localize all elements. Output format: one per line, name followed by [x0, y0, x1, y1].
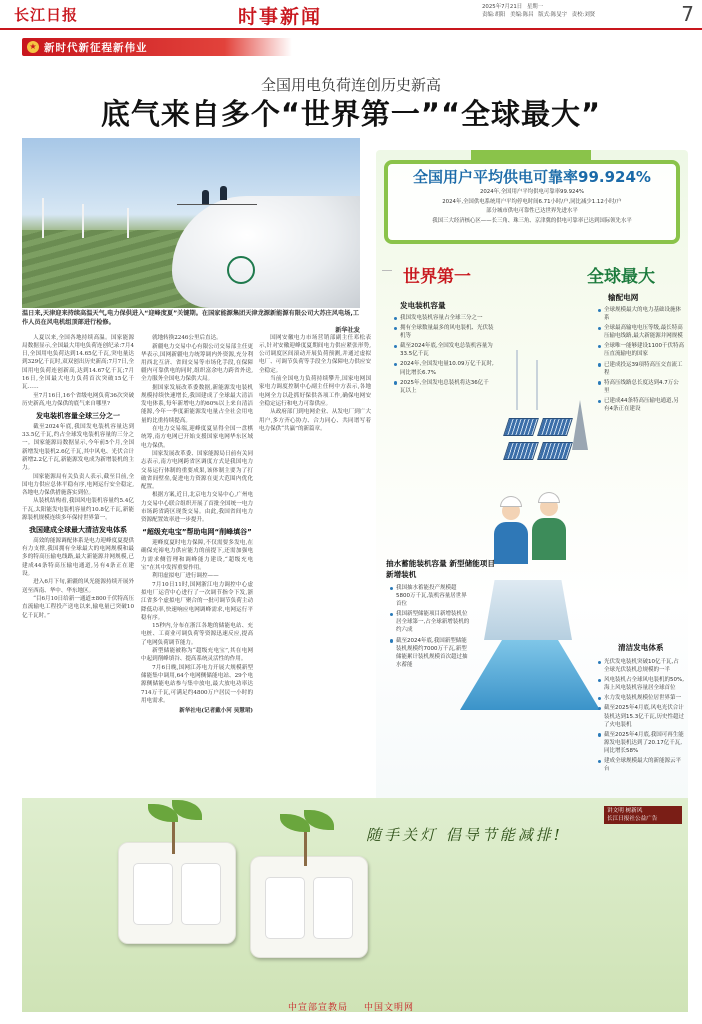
capacity-list: [394, 314, 494, 397]
issue-meta: [482, 3, 678, 19]
subhead: 我国建成全球最大清洁发电体系: [29, 525, 127, 534]
subhead: 发电装机容量全球三分之一: [36, 411, 120, 420]
paragraph: 国家发展改革委、国家能源局日前有关同志表示,南方电网跨省区调度方式是我国电力交易运行体制的重要成果,该体制主要为了打破省间壁垒,促进电力资源在更大范围内优化配置。: [141, 451, 253, 490]
worker: [202, 190, 209, 204]
issue-date: 2025年7月21日: [482, 4, 523, 10]
paragraph: 迎峰度夏时电力保障,不仅需要多发电,在确保充裕电力供应能力的前提下,还需加强电力需求侧管理和调峰能力建设,“超级充电宝”在其中发挥重要作用。: [141, 540, 253, 571]
storage-title: 抽水蓄能装机容量 新型储能项目新增装机: [386, 559, 495, 579]
list-item: 特高压线路总长度达到4.7万公里: [598, 379, 684, 395]
infographic-summary: [386, 188, 678, 226]
list-item: 全球最高输电电压等级,最长特高压输电线路,最大新能源并网规模: [598, 324, 684, 340]
list-item: 已建成44条特高压输电通道,另有4条正在建设: [598, 397, 684, 413]
summary-line: 部分城市供电可靠性已达世界先进水平: [486, 208, 578, 214]
paragraph: 高效的能源调配体系是电力迎峰度夏提供有力支撑,我国拥有全球最大的电网规模和最多的特高压输电线路,最大新能源并网规模,已建成44条特高压输电通道,另有4条正在建设。: [22, 538, 134, 577]
clean-power-list: [598, 658, 684, 775]
paragraph: 人夏以来,全国各地持续高温。国家能源局数据显示,全国最大用电负荷连创纪录:7月4日,全国用电负荷达到14.65亿千瓦,突电量达到329亿千瓦时,双双创出历史新高;7月7日,全国用电负荷连创新高,达到14.67亿千瓦;7月16日,全国最大电力负荷首次突破15亿千瓦……: [22, 335, 134, 390]
column-banner: [22, 38, 292, 56]
paragraph: 7月10日11时,国网浙江电力调控中心虚拟电厂运营中心进行了一次调节指令下发,浙江省多个虚拟电厂聚合的一批可调节负荷主动降低功率,快速响应电网调峰需求,电网运行平稳有序。: [141, 582, 253, 621]
editor: 责编:胡阳: [482, 12, 506, 18]
list-item: 2025年,全国发电总装机将达36亿千瓦以上: [394, 379, 494, 395]
switch-key: [181, 863, 221, 925]
infographic-title: 全国用户平均供电可靠率99.924%: [413, 168, 651, 186]
paragraph: 进入6月下旬,新疆的风光能源持续开展外送至西南、华中、华东地区。: [22, 579, 134, 594]
switch-key: [265, 877, 305, 939]
paragraph: 国家能源局有关负责人表示,截至目前,全国电力供应总体平稳有序,电网运行安全稳定,各地电力保供措施落实到位。: [22, 473, 134, 496]
solar-panel: [537, 418, 573, 436]
ad-sponsor: 中国文明网: [363, 1003, 414, 1013]
ad-badge-line: 讲文明 树新风: [607, 808, 643, 814]
global-largest-banner: 全球最大: [587, 267, 655, 287]
hard-hat-icon: [500, 496, 522, 507]
distant-turbine: [127, 208, 129, 238]
ad-sponsor: 中宣部宣教局: [288, 1003, 349, 1013]
ad-footer: [0, 1000, 702, 1013]
list-item: 全球唯一能够建设1100千伏特高压直流输电的国家: [598, 342, 684, 358]
newspaper-logo: 长江日报: [14, 6, 79, 24]
list-item: 2024年,全国发电量10.09万亿千瓦时,同比增长6.7%: [394, 360, 494, 376]
list-item: 我国新型储能项目新增装机位居全球第一,占全球新增装机的约六成: [390, 610, 470, 634]
wind-turbine: [536, 360, 538, 410]
solar-panel: [503, 418, 539, 436]
paragraph: 利用虚拟电厂进行调控——: [152, 573, 219, 580]
world-first-banner: 世界第一: [403, 267, 471, 287]
list-item: 拥有全球数量最多的风电装机、光伏装机等: [394, 324, 494, 340]
engineer-figure: [494, 522, 528, 564]
column-banner-label: 新时代新征程新伟业: [44, 42, 148, 54]
format-editor: 版式:陈旻宇: [538, 12, 567, 18]
switch-key: [313, 877, 353, 939]
light-switch: [118, 842, 236, 944]
list-item: 截至2024年底,全国发电总装机容量为33.5亿千瓦: [394, 342, 494, 358]
paragraph: 从政府部门到电网企业、从发电厂到广大用户,多方齐心协力、合力同心、共同谱写着电力保供“共赢”的新篇章。: [259, 409, 371, 432]
tree-trunk: [304, 826, 307, 866]
list-item: 水力发电装机规模位居世界第一: [598, 694, 684, 702]
solar-panel: [537, 442, 573, 460]
turbine-nacelle: [172, 196, 360, 308]
list-item: 光伏发电装机突破10亿千瓦,占全球光伏装机总规模的一半: [598, 658, 684, 674]
paragraph: 在电力交易端,迎峰度夏显得全国一盘棋统筹,南方电网已开始支援国家电网华东区域电力保供。: [141, 426, 253, 449]
list-item: 全球规模最大的电力基础设施体系: [598, 306, 684, 322]
list-item: 建成全球规模最大的新能源云平台: [598, 757, 684, 773]
hard-hat-icon: [538, 492, 560, 503]
light-switch: [250, 856, 368, 958]
paragraph: 至7月16日,16个省级电网负荷36次突破历史新高,电力保供的底气来自哪里?: [22, 392, 134, 407]
divider: [382, 270, 392, 271]
wind-turbine: [516, 350, 518, 410]
paragraph: 就地转换2246公里后直达。: [152, 335, 222, 341]
paragraph: 新疆电力交易中心有限公司交易部主任更华表示,国网新疆电力统筹调内外资源,充分利用西北互济、省间交易等市场化手段,在保障疆内可靠供电的同时,组织富余电力跨省外送,全力服务全国电力保供大局。: [141, 343, 253, 383]
worker: [220, 186, 227, 200]
list-item: 截至2024年底,我国新型储能装机规模约7000万千瓦,新型储能累计装机规模首次超过抽水蓄能: [390, 637, 470, 669]
subhead: “超级充电宝”帮助电网“削峰填谷”: [142, 528, 252, 537]
solar-panel: [503, 442, 539, 460]
page-number: 7: [681, 2, 694, 26]
summary-line: 我国三大经济核心区——长三角、珠三角、京津冀的供电可靠率已达到国际领先水平: [432, 217, 632, 224]
paragraph: 据国家发展改革委数据,新能源发电装机规模持续快速增长,我国建成了全球最大清洁发电体系,每年新增电力的60%以上来自清洁能源,今年一季度新能源发电量占全社会用电量的比重持续提高。: [141, 384, 253, 424]
party-emblem-icon: ★: [27, 41, 39, 53]
photo-credit: 新华社发: [335, 327, 360, 335]
company-logo-icon: [227, 256, 255, 284]
photo-caption-text: 温日来,天津迎来持续高温天气,电力保供进入“迎峰度夏”关键期。在国家能源集团天津龙源新能源有限公司大苏庄风电场,工作人员在风电机组顶部进行检修。: [22, 310, 359, 326]
paragraph: 根据方案,近日,北京电力交易中心,广州电力交易中心联合组织开展了首批全国统一电力市场跨省跨区现货交易。由此,我国省间电力资源配置效率进一步提升。: [141, 492, 253, 523]
headline-title: 底气来自多个“世界第一”“全球最大”: [100, 97, 602, 131]
photo-caption: [22, 310, 360, 336]
grid-title: 输配电网: [608, 293, 639, 302]
proofreader: 责校:刘贤: [571, 12, 596, 18]
distant-turbine: [42, 198, 44, 238]
transmission-tower: [572, 400, 588, 450]
grid-list: [598, 306, 684, 415]
list-item: 截至2025年4月底,风电光伏合计装机达到15.3亿千瓦,历史性超过了火电装机: [598, 704, 684, 728]
storage-list: [390, 584, 470, 671]
paragraph: 国网安徽电力市场营销部副主任邓松表示,针对安徽迎峰度夏期间电力供应紧张形势,公司调度区间滚动开展负荷预测,并通过虚拟电厂、可调节负荷等手段全力保障电力供应安全稳定。: [259, 335, 371, 374]
paragraph: 当前全国电力负荷持续攀升,国家电网国家电力调度控制中心副主任柯中方表示,各地电网全力以赴抓好保供各项工作,确保电网安全稳定运行和电力可靠供应。: [259, 376, 371, 407]
pumped-storage-dam: [484, 580, 572, 640]
headline-subtitle: 全国用电负荷连创历史新高: [260, 76, 441, 94]
river: [460, 640, 600, 710]
summary-line: 2024年,全国供电系统用户平均停电时间6.71小时/户,同比减少1.12小时/户: [442, 198, 622, 205]
engineer-figure: [532, 518, 566, 560]
paragraph: “目6月10日给新一通道±800千伏特高压直流输电工程投产送电以来,输电量已突破10亿千瓦时。”: [22, 596, 134, 619]
switch-key: [133, 863, 173, 925]
list-item: 我国发电装机容量占全球三分之一: [394, 314, 494, 322]
paragraph: 15秒内,分布在浙江各地的储能电站、充电桩、工商业可调负荷等资源迅速反应,提高了电网负荷调节能力。: [141, 623, 253, 646]
safety-railing: [177, 204, 257, 205]
capacity-title: 发电装机容量: [400, 301, 446, 310]
distant-turbine: [82, 204, 84, 238]
article-byline: 新华社电(记者戴小河 吴慧珺): [179, 707, 253, 714]
ad-badge-line: 长江日报社公益广告: [607, 816, 658, 822]
clean-power-title: 清洁发电体系: [618, 643, 664, 652]
paragraph: 截至2024年底,我国发电装机容量达到33.5亿千瓦,约占全球发电装机容量的三分之一。国家能源局数据显示,今年前5个月,全国新增发电装机2.6亿千瓦,其中风电、光伏合计新增2.2亿千瓦,新能源发电成为新增装机的主力。: [22, 424, 134, 471]
list-item: 风电装机占全球风电装机的50%,海上风电装机容量居全球首位: [598, 676, 684, 692]
summary-line: 2024年,全国用户平均供电可靠率99.924%: [479, 189, 585, 195]
list-item: 我国抽水蓄能投产规模超5800万千瓦,装机容量居世界首位: [390, 584, 470, 608]
paragraph: 新型储能被称为“超级充电宝”,其在电网中起到削峰填谷、提高系统灵活性的作用。: [141, 648, 253, 663]
ad-badge: [604, 806, 682, 824]
section-title: 时事新闻: [238, 6, 323, 28]
issue-weekday: 星期一: [526, 4, 544, 10]
paragraph: 7月6日晚,国网江苏电力开展大规模新型储能集中调用,64个电网侧储能电站、29个电源侧储能电站参与集中放电,最大放电功率达714万千瓦,可满足约4800万户居民一小时的用电需求。: [141, 665, 253, 704]
art-editor: 美编:陈昌: [510, 12, 534, 18]
paragraph: 从装机结构看,我国风电装机容量约5.4亿千瓦,太阳能发电装机容量约10.8亿千瓦,新能源装机规模连续多年保持世界第一。: [22, 498, 134, 521]
ad-slogan: 随手关灯 倡导节能减排!: [366, 826, 563, 844]
news-photo: [22, 138, 360, 308]
list-item: 已建成投运39项特高压交直流工程: [598, 361, 684, 377]
masthead: [0, 0, 702, 30]
list-item: 截至2025年4月底,我国可再生能源发电装机达到了20.17亿千瓦,同比增长58%: [598, 731, 684, 755]
